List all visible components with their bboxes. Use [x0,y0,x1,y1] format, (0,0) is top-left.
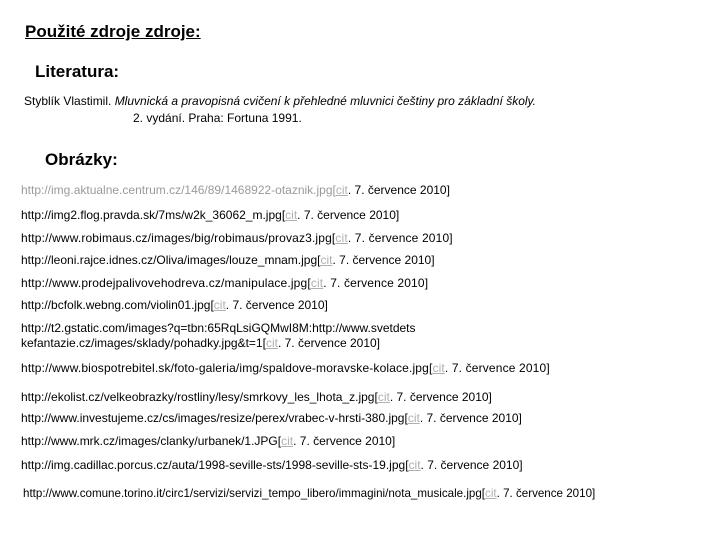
reference-url[interactable]: http://img.aktualne.centrum.cz/146/89/1468922-otaznik.jpg [21,183,333,197]
cit-link[interactable]: cit [407,411,420,425]
bracket: [ [332,183,336,197]
reference-url[interactable]: kefantazie.cz/images/sklady/pohadky.jpg&t=1 [21,336,263,350]
bracket: [ [428,361,433,375]
reference-date: . 7. července 2010] [225,298,328,312]
cit-link[interactable]: cit [377,390,390,404]
citation-book-title: Mluvnická a pravopisná cvičení k přehledné mluvnici češtiny pro základní školy. [114,94,536,108]
reference-url[interactable]: http://bcfolk.webng.com/violin01.jpg [21,298,211,312]
bracket: [ [317,253,321,267]
reference-url[interactable]: http://img.cadillac.porcus.cz/auta/1998-seville-sts/1998-seville-sts-19.jpg [21,458,406,472]
cit-link[interactable]: cit [265,336,278,350]
bracket: [ [404,411,408,425]
bracket: [ [210,298,214,312]
citation-edition: 2. vydání. Praha: Fortuna 1991. [133,111,302,125]
reference-url[interactable]: http://www.biospotrebitel.sk/foto-galeria/img/spaldove-moravske-kolace.jpg [21,361,429,375]
image-reference [21,276,428,291]
literature-citation-line1 [24,94,536,108]
reference-date: . 7. července 2010] [332,253,435,267]
bracket: [ [262,336,266,350]
reference-date: . 7. července 2010] [297,208,400,222]
reference-url[interactable]: http://www.prodejpalivovehodreva.cz/manipulace.jpg [21,276,308,290]
image-reference [21,298,328,313]
citation-author: Styblík Vlastimil. [24,94,115,108]
cit-link[interactable]: cit [432,361,445,375]
image-reference [23,486,595,501]
image-reference [21,458,523,473]
cit-link[interactable]: cit [320,253,333,267]
image-reference [21,183,450,198]
image-reference [21,361,550,376]
obrazky-heading: Obrázky: [45,150,118,169]
bracket: [ [331,231,336,245]
cit-link[interactable]: cit [285,208,298,222]
image-reference [21,253,435,268]
cit-link[interactable]: cit [408,458,421,472]
reference-date: . 7. července 2010] [420,458,523,472]
reference-url[interactable]: http://leoni.rajce.idnes.cz/Oliva/images/louze_mnam.jpg [21,253,318,267]
bracket: [ [405,458,409,472]
reference-url[interactable]: http://www.robimaus.cz/images/big/robimaus/provaz3.jpg [21,231,332,245]
bracket: [ [374,390,378,404]
image-reference [21,321,416,351]
image-reference [21,231,453,246]
image-reference [21,434,395,449]
reference-date: . 7. července 2010] [347,183,450,197]
reference-url[interactable]: http://www.investujeme.cz/cs/images/resize/perex/vrabec-v-hrsti-380.jpg [21,411,405,425]
reference-url-line2 [21,336,416,351]
reference-date: . 7. července 2010] [293,434,396,448]
cit-link[interactable]: cit [485,487,497,500]
cit-link[interactable]: cit [281,434,294,448]
bracket: [ [307,276,311,290]
cit-link[interactable]: cit [310,276,324,290]
reference-date: . 7. července 2010] [419,411,522,425]
image-reference [21,390,492,405]
image-reference [21,411,522,426]
reference-url[interactable]: http://ekolist.cz/velkeobrazky/rostliny/lesy/smrkovy_les_lhota_z.jpg [21,390,375,404]
reference-date: . 7. července 2010] [496,487,596,500]
cit-link[interactable]: cit [335,231,348,245]
reference-url-line1[interactable]: http://t2.gstatic.com/images?q=tbn:65RqLsiGQMwI8M:http://www.svetdets [21,321,416,335]
reference-url[interactable]: http://www.comune.torino.it/circ1/servizi/servizi_tempo_libero/immagini/nota_musicale.jpg [23,487,482,500]
cit-link[interactable]: cit [335,183,348,197]
bracket: [ [281,208,286,222]
reference-date: . 7. července 2010] [389,390,492,404]
literatura-heading: Literatura: [35,62,120,81]
image-reference [21,208,399,223]
reference-date: . 7. července 2010] [323,276,429,290]
page-title: Použité zdroje zdroje: [25,22,201,41]
reference-url[interactable]: http://img2.flog.pravda.sk/7ms/w2k_36062_m.jpg [21,208,282,222]
bracket: [ [481,487,486,500]
bracket: [ [277,434,282,448]
reference-url[interactable]: http://www.mrk.cz/images/clanky/urbanek/1.JPG [21,434,278,448]
cit-link[interactable]: cit [213,298,226,312]
reference-date: . 7. července 2010] [347,231,453,245]
reference-date: . 7. července 2010] [444,361,550,375]
reference-date: . 7. července 2010] [277,336,381,350]
